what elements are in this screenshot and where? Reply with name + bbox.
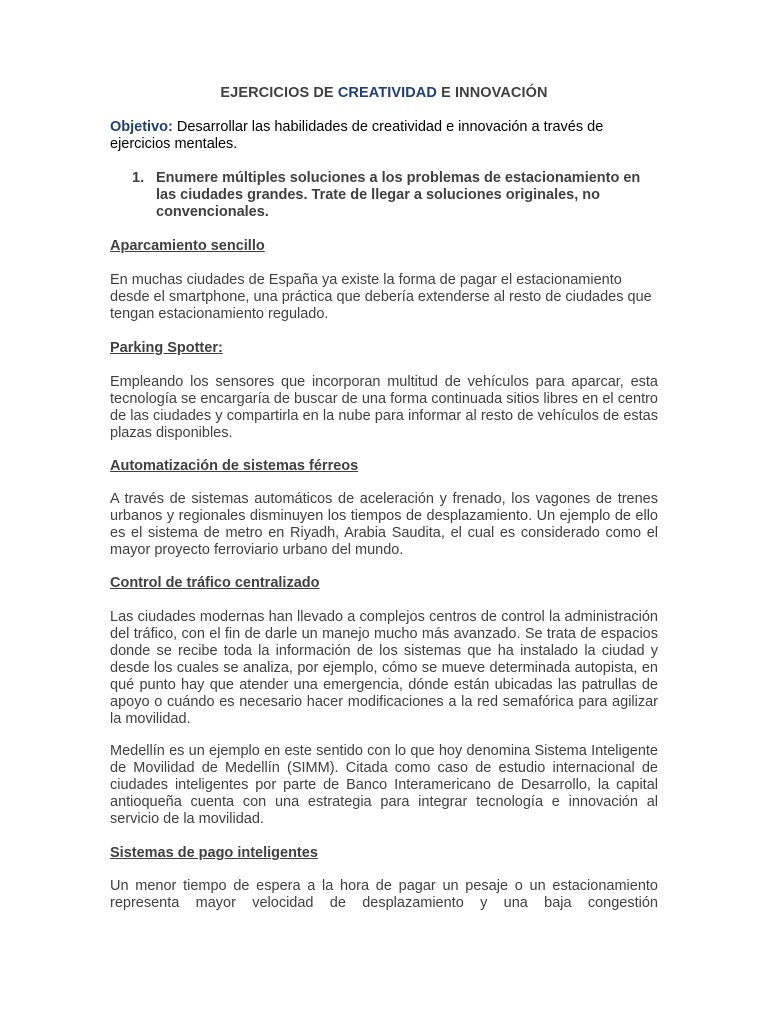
section-paragraph: Las ciudades modernas han llevado a complejos centros de control la administración del tráfico, con el fin de darle un manejo mucho más avanzado. Se trata de espacios donde se recibe toda la información de los sistemas que ha instalado la ciudad y desde los cuales se analiza, por ejemplo, cómo se mueve determinada autopista, en qué punto hay que atender una emergencia, dónde están ubicadas las patrullas de apoyo o cuándo es necesario hacer modificaciones a la red semafórica para agilizar la movilidad. bbox=[110, 609, 658, 727]
task-item bbox=[110, 170, 658, 221]
title-part-1: EJERCICIOS DE bbox=[220, 85, 338, 101]
section-paragraph: Un menor tiempo de espera a la hora de pagar un pesaje o un estacionamiento representa mayor velocidad de desplazamiento y una baja congestión bbox=[110, 878, 658, 911]
section-heading: Control de tráfico centralizado bbox=[110, 575, 320, 591]
objective bbox=[110, 119, 658, 153]
section-heading: Parking Spotter: bbox=[110, 340, 223, 356]
objective-label: Objetivo: bbox=[110, 119, 173, 135]
title-part-2: E INNOVACIÓN bbox=[436, 85, 548, 101]
section-heading: Aparcamiento sencillo bbox=[110, 238, 265, 254]
task-text: Enumere múltiples soluciones a los problemas de estacionamiento en las ciudades grandes. Trate de llegar a soluciones originales, no convencionales. bbox=[156, 170, 641, 220]
section-paragraph: Medellín es un ejemplo en este sentido con lo que hoy denomina Sistema Inteligente de Movilidad de Medellín (SIMM). Citada como caso de estudio internacional de ciudades inteligentes por parte de Banco Interamericano de Desarrollo, la capital antioqueña cuenta con una estrategia para integrar tecnología e innovación al servicio de la movilidad. bbox=[110, 743, 658, 827]
task-number: 1. bbox=[132, 170, 145, 186]
document-title bbox=[0, 85, 768, 101]
section-paragraph: A través de sistemas automáticos de aceleración y frenado, los vagones de trenes urbanos y regionales disminuyen los tiempos de desplazamiento. Un ejemplo de ello es el sistema de metro en Riyadh, Arabia Saudita, el cual es considerado como el mayor proyecto ferroviario urbano del mundo. bbox=[110, 491, 658, 558]
section-paragraph: Empleando los sensores que incorporan multitud de vehículos para aparcar, esta tecnología se encargaría de buscar de una forma continuada sitios libres en el centro de las ciudades y compartirla en la nube para informar al resto de vehículos de estas plazas disponibles. bbox=[110, 374, 658, 441]
section-heading: Automatización de sistemas férreos bbox=[110, 458, 359, 474]
title-accent: CREATIVIDAD bbox=[337, 85, 437, 101]
section-paragraph: En muchas ciudades de España ya existe la forma de pagar el estacionamiento desde el smartphone, una práctica que debería extenderse al resto de ciudades que tengan estacionamiento regulado. bbox=[110, 272, 652, 322]
section-heading: Sistemas de pago inteligentes bbox=[110, 845, 318, 861]
objective-text: Desarrollar las habilidades de creatividad e innovación a través de ejercicios mentales. bbox=[110, 119, 604, 152]
